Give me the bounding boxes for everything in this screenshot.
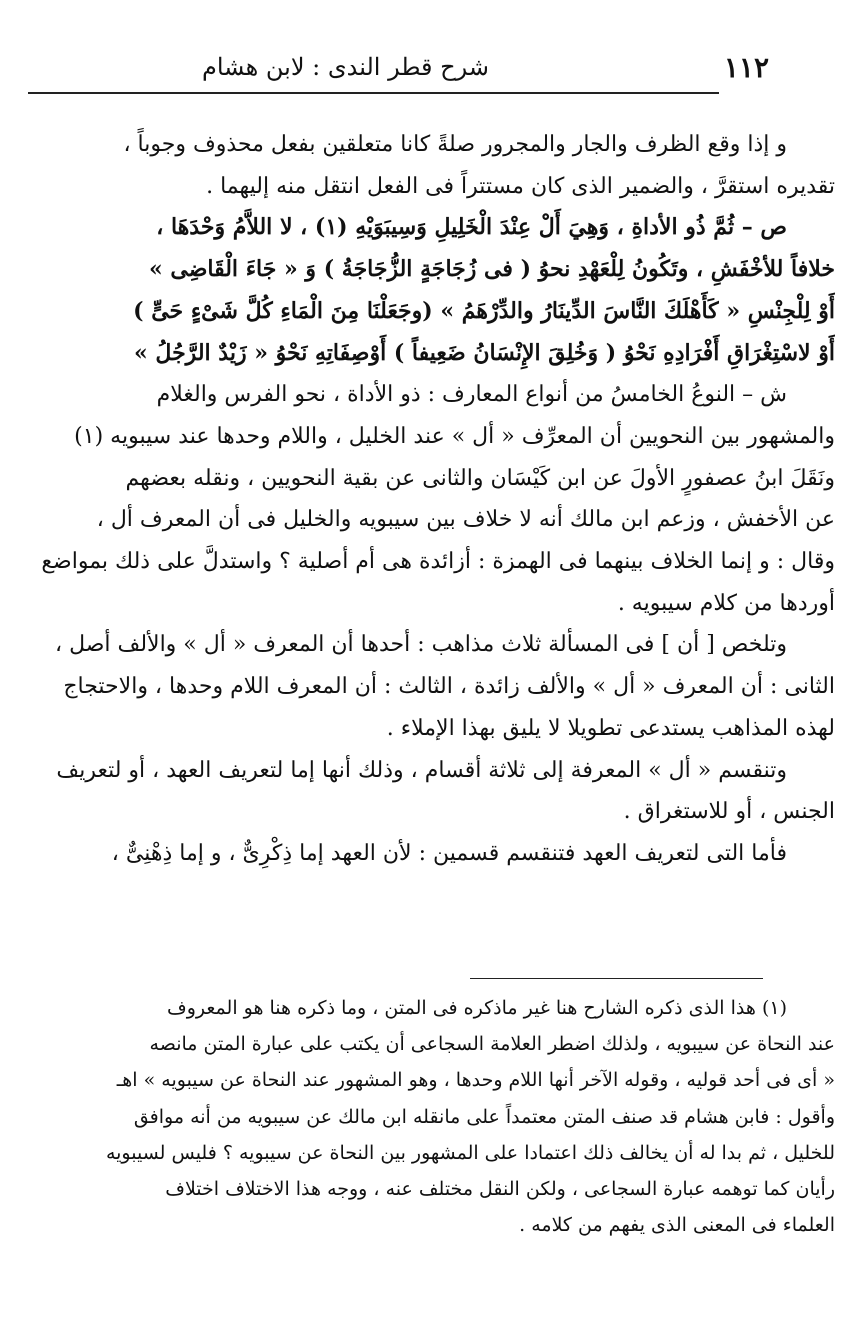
text-line: أوردها من كلام سيبويه . [617, 590, 835, 616]
footnote-line: وأقول : فابن هشام قد صنف المتن معتمداً على مانقله ابن مالك عن سيبويه من أنه موافق [133, 1105, 835, 1128]
text-line: فأما التى لتعريف العهد فتنقسم قسمين : لأن العهد إما ذِكْرِىٌّ ، و إما ذِهْنِىٌّ ، [111, 840, 787, 866]
text-line: عن الأخفش ، وزعم ابن مالك أنه لا خلاف بين سيبويه والخليل فى أن المعرف أل ، [96, 507, 835, 533]
commentary-paragraph [16, 374, 835, 624]
footnotes [16, 990, 835, 1243]
text-paragraph [16, 624, 835, 749]
footnote-line: رأيان كما توهمه عبارة السجاعى ، ولكن النقل مختلف عنه ، ووجه هذا الاختلاف اختلاف [165, 1178, 835, 1201]
page-number: ١١٢ [723, 50, 769, 84]
page-header [12, 44, 837, 90]
running-title: شرح قطر الندى : لابن هشام [202, 53, 489, 81]
matn-line: خلافاً للأخْفَشِ ، وتَكُونُ لِلْعَهْدِ نحوُ ( فى زُجَاجَةٍ الزُّجَاجَةُ ) وَ « جَاءَ الْقَاضِى » [148, 256, 835, 283]
text-line: وتنقسم « أل » المعرفة إلى ثلاثة أقسام ، وذلك أنها إما لتعريف العهد ، أو لتعريف [56, 757, 787, 783]
matn-line: ص – ثُمَّ ذُو الأداةِ ، وَهِيَ أَلْ عِنْدَ الْخَلِيلِ وَسِيبَوَيْهِ (١) ، لا اللاَّمُ وَحْدَهَا ، [156, 214, 787, 241]
footnote-line: (١) هذا الذى ذكره الشارح هنا غير ماذكره فى المتن ، وما ذكره هنا هو المعروف [167, 997, 787, 1019]
text-line: تقديره استقرَّ ، والضمير الذى كان مستتراً فى الفعل انتقل منه إليهما . [206, 173, 835, 199]
text-paragraph [16, 750, 835, 833]
text-line: الثانى : أن المعرف « أل » والألف زائدة ، الثالث : أن المعرف اللام وحدها ، والاحتجاج [63, 674, 835, 700]
text-paragraph [16, 124, 835, 207]
text-line: وتلخص [ أن ] فى المسألة ثلاث مذاهب : أحدها أن المعرف « أل » والألف أصل ، [55, 632, 787, 658]
text-line: والمشهور بين النحويين أن المعرِّف « أل » عند الخليل ، واللام وحدها عند سيبويه (١) [74, 423, 835, 449]
footnote-rule [470, 978, 763, 979]
text-line: و إذا وقع الظرف والجار والمجرور صلةً كانا متعلقين بفعل محذوف وجوباً ، [123, 132, 787, 157]
text-line: الجنس ، أو للاستغراق . [623, 799, 835, 825]
matn-line: أَوْ لِلْجِنْسِ « كَأَهْلَكَ النَّاسَ الدِّينَارُ والدِّرْهَمُ » (وجَعَلْنَا مِنَ الْمَاءِ كُلَّ شَىْءٍ حَىٍّ ) [133, 297, 835, 324]
main-text [16, 124, 835, 875]
footnote-line: « أى فى أحد قوليه ، وقوله الآخر أنها اللام وحدها ، وهو المشهور عند النحاة عن سيبويه » اهـ [116, 1069, 835, 1092]
text-line: وقال : و إنما الخلاف بينهما فى الهمزة : أزائدة هى أم أصلية ؟ واستدلَّ على ذلك بمواضع [41, 549, 835, 575]
text-paragraph [16, 833, 835, 875]
footnote-line: العلماء فى المعنى الذى يفهم من كلامه . [519, 1214, 835, 1237]
header-rule [28, 92, 719, 94]
footnote [16, 990, 835, 1243]
footnote-line: عند النحاة عن سيبويه ، ولذلك اضطر العلامة السجاعى أن يكتب على عبارة المتن مانصه [149, 1033, 835, 1056]
text-line: ش – النوعُ الخامسُ من أنواع المعارف : ذو الأداة ، نحو الفرس والغلام [156, 382, 787, 408]
matn-paragraph [16, 207, 835, 374]
matn-line: أَوْ لاسْتِغْرَاقِ أَفْرَادِهِ نَحْوُ ( وَخُلِقَ الإِنْسَانُ ضَعِيفاً ) أَوْصِفَاتِهِ نَحْوُ « زَيْدٌ الرَّجُلُ » [134, 339, 835, 366]
text-line: لهذه المذاهب يستدعى تطويلا لا يليق بهذا الإملاء . [386, 715, 835, 741]
footnote-line: للخليل ، ثم بدا له أن يخالف ذلك اعتمادا على المشهور بين النحاة عن سيبويه ؟ فليس لسيبويه [105, 1141, 835, 1164]
text-line: ونَقَلَ ابنُ عصفورٍ الأولَ عن ابن كَيْسَان والثانى عن بقية النحويين ، ونقله بعضهم [125, 465, 835, 491]
